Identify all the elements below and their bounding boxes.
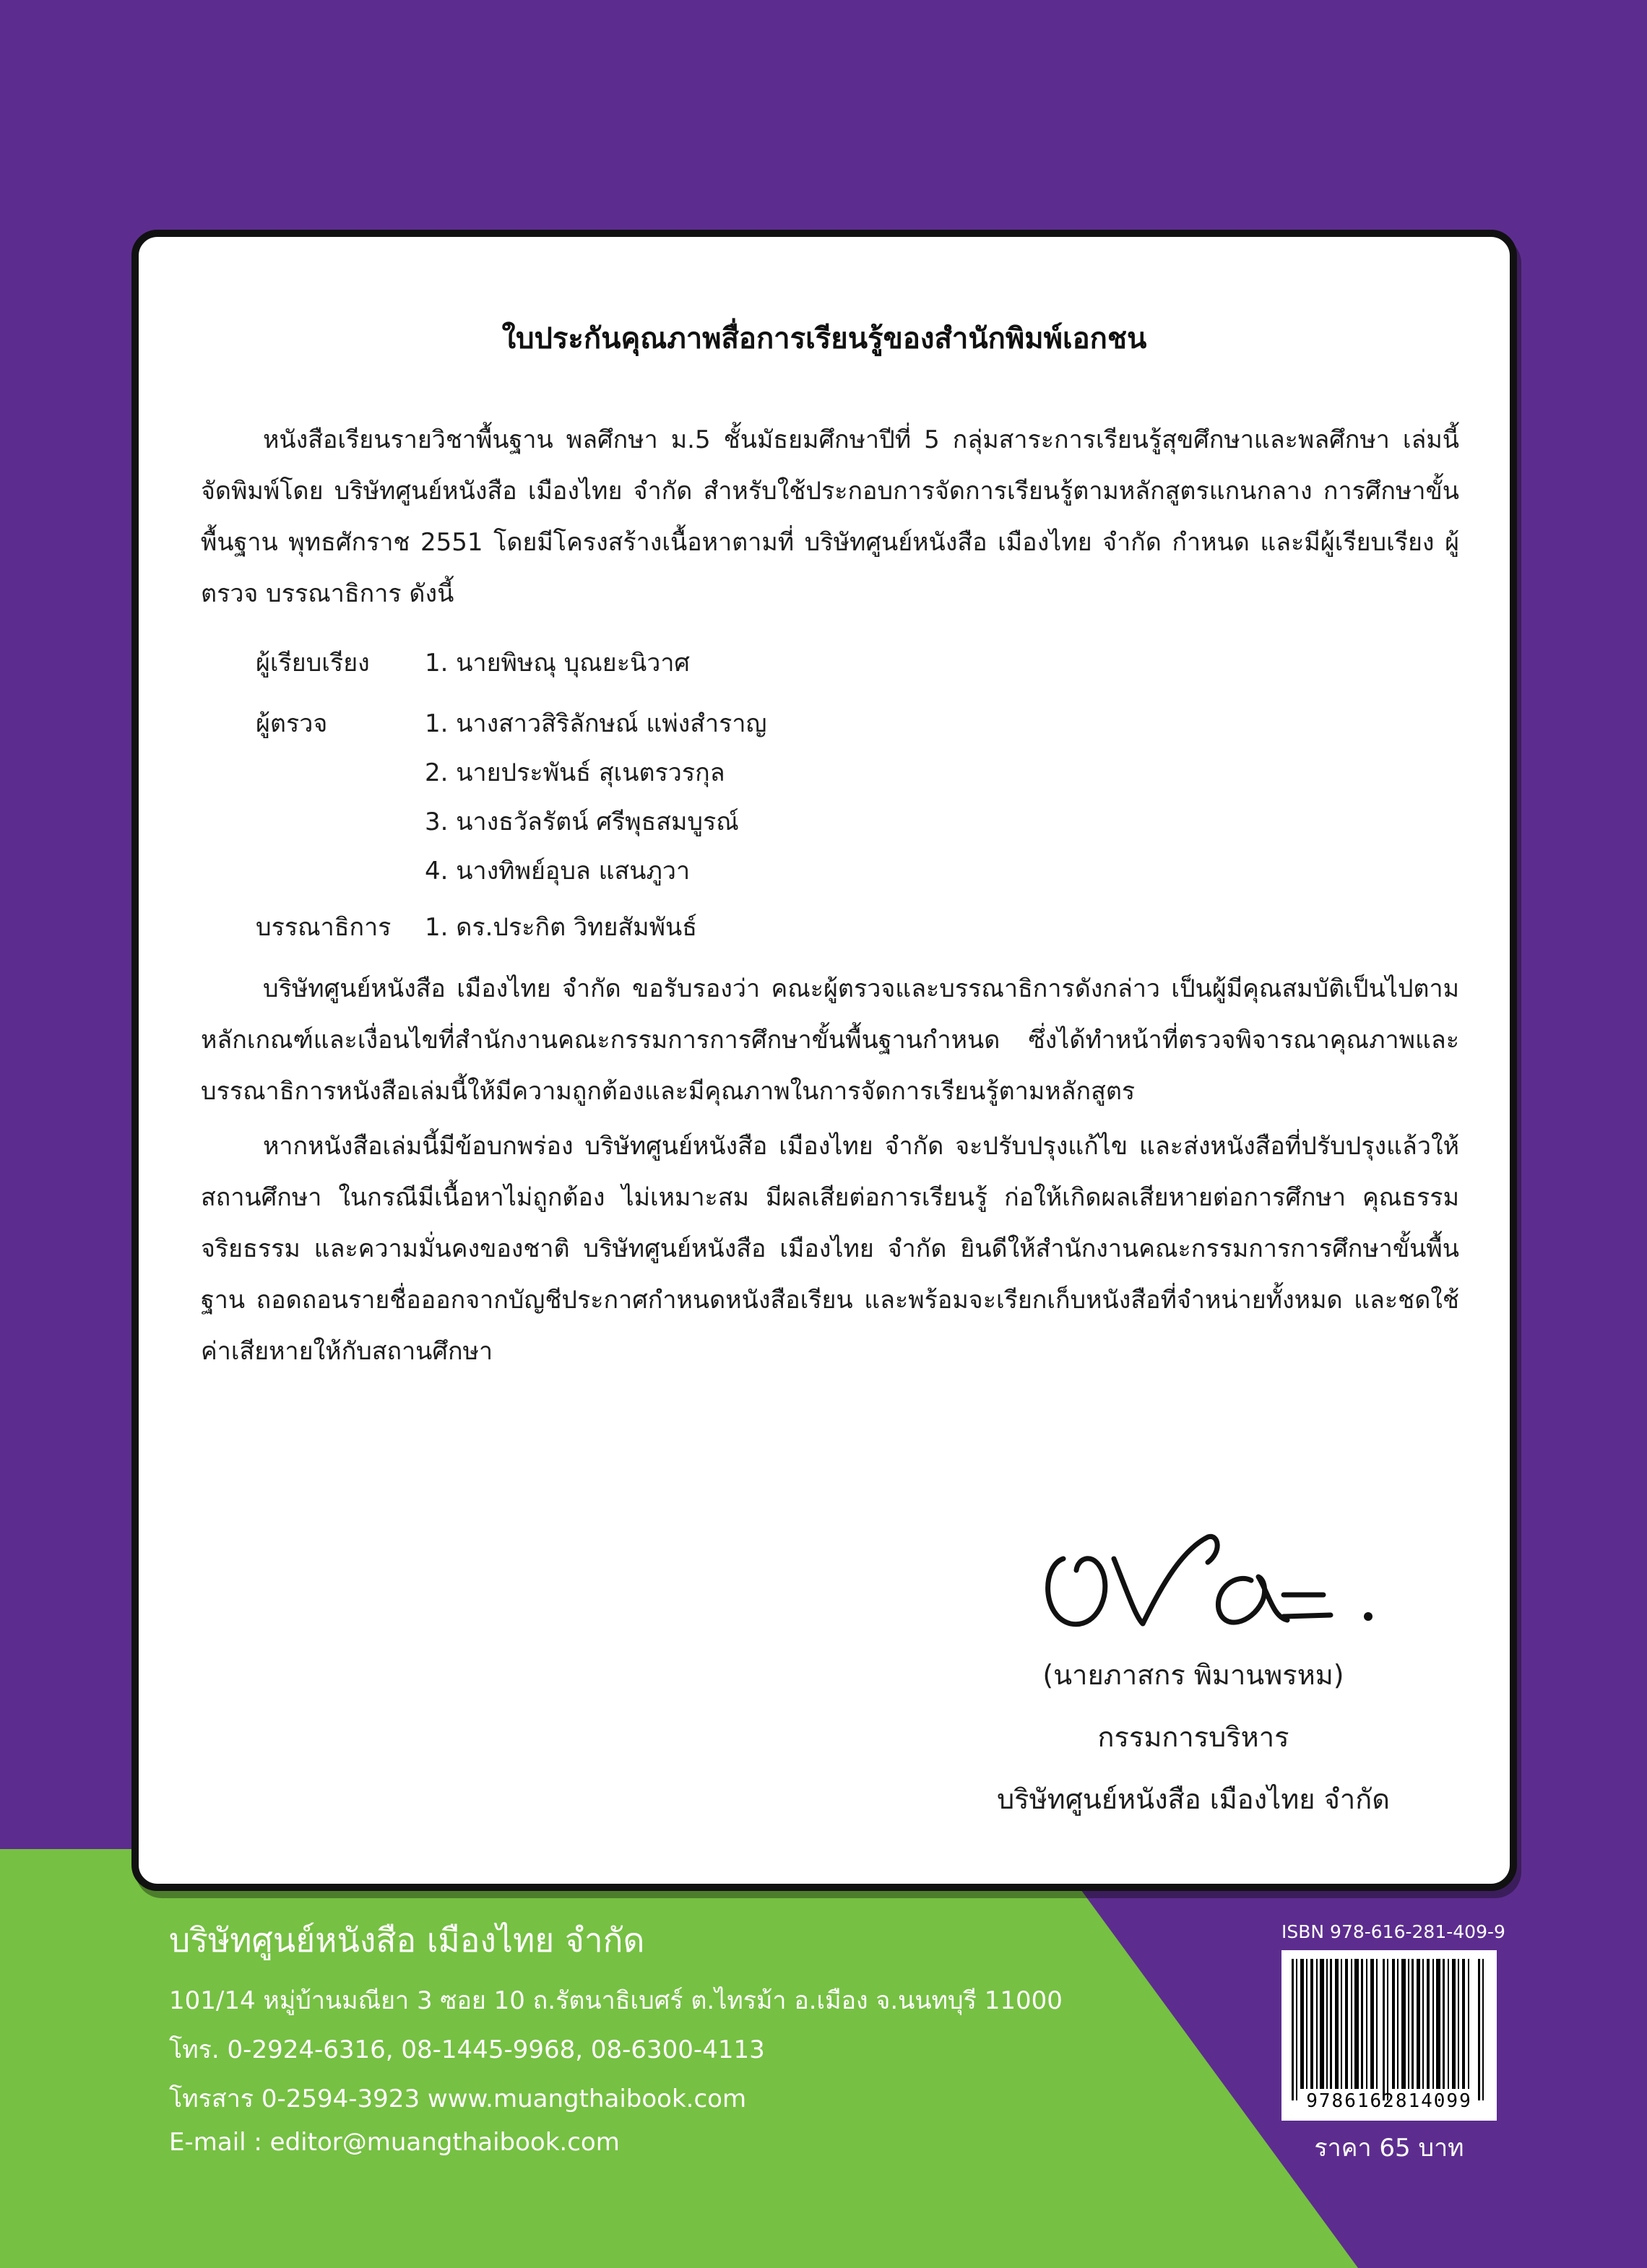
barcode: [1281, 1950, 1497, 2121]
reviewer-name: 4. นางทิพย์อุบล แสนภูวา: [425, 857, 691, 886]
signature-image: [1034, 1508, 1410, 1653]
signer-company: บริษัทศูนย์หนังสือ เมืองไทย จำกัด: [997, 1783, 1390, 1815]
publisher-phone: โทร. 0-2924-6316, 08-1445-9968, 08-6300-4113: [169, 2035, 765, 2064]
publisher-address: 101/14 หมู่บ้านมณียา 3 ซอย 10 ถ.รัตนาธิเบศร์ ต.ไทรม้า อ.เมือง จ.นนทบุรี 11000: [169, 1986, 1063, 2015]
reviewer-label: ผู้ตรวจ: [256, 709, 328, 738]
price-label: ราคา 65 บาท: [1314, 2134, 1464, 2163]
publisher-fax-website: โทรสาร 0-2594-3923 www.muangthaibook.com: [169, 2085, 747, 2113]
certificate-card: [131, 230, 1517, 1891]
signer-position: กรรมการบริหาร: [1097, 1721, 1289, 1753]
author-label: ผู้เรียบเรียง: [256, 649, 370, 678]
warranty-paragraph: หากหนังสือเล่มนี้มีข้อบกพร่อง บริษัทศูนย์หนังสือ เมืองไทย จำกัด จะปรับปรุงแก้ไข และส่งหนังสือที่ปรับปรุงแล้วให้สถานศึกษา ในกรณีมีเนื้อหาไม่ถูกต้อง ไม่เหมาะสม มีผลเสียต่อการเรียนรู้ ก่อให้เกิดผลเสียหายต่อการศึกษา คุณธรรม จริยธรรม และความมั่นคงของชาติ บริษัทศูนย์หนังสือ เมืองไทย จำกัด ยินดีให้สำนักงานคณะกรรมการการศึกษาขั้นพื้นฐาน ถอดถอนรายชื่อออกจากบัญชีประกาศกำหนดหนังสือเรียน และพร้อมจะเรียกเก็บหนังสือที่จำหน่ายทั้งหมด และชดใช้ค่าเสียหายให้กับสถานศึกษา: [201, 1132, 1459, 1366]
barcode-digits: 9786162814099: [1306, 2090, 1472, 2112]
editor-label: บรรณาธิการ: [256, 913, 392, 942]
certification-paragraph: บริษัทศูนย์หนังสือ เมืองไทย จำกัด ขอรับรองว่า คณะผู้ตรวจและบรรณาธิการดังกล่าว เป็นผู้มีคุณสมบัติเป็นไปตามหลักเกณฑ์และเงื่อนไขที่สำนักงานคณะกรรมการการศึกษาขั้นพื้นฐานกำหนด ซึ่งได้ทำหน้าที่ตรวจพิจารณาคุณภาพและบรรณาธิการหนังสือเล่มนี้ให้มีความถูกต้องและมีคุณภาพในการจัดการเรียนรู้ตามหลักสูตร: [201, 974, 1459, 1106]
certificate-title: ใบประกันคุณภาพสื่อการเรียนรู้ของสำนักพิมพ์เอกชน: [501, 322, 1147, 355]
publisher-email: E-mail : editor@muangthaibook.com: [169, 2128, 620, 2157]
reviewer-name: 2. นายประพันธ์ สุเนตรวรกุล: [425, 758, 725, 787]
isbn-label: ISBN 978-616-281-409-9: [1281, 1921, 1505, 1942]
reviewer-name: 3. นางธวัลรัตน์ ศรีพุธสมบูรณ์: [425, 808, 739, 836]
reviewer-name: 1. นางสาวสิริลักษณ์ แพ่งสำราญ: [425, 709, 767, 738]
publisher-name: บริษัทศูนย์หนังสือ เมืองไทย จำกัด: [169, 1921, 645, 1960]
signer-name: (นายภาสกร พิมานพรหม): [1042, 1659, 1344, 1691]
editor-name: 1. ดร.ประกิต วิทยสัมพันธ์: [425, 913, 697, 942]
author-name: 1. นายพิษณุ บุณยะนิวาศ: [425, 649, 690, 678]
intro-paragraph: หนังสือเรียนรายวิชาพื้นฐาน พลศึกษา ม.5 ชั้นมัธยมศึกษาปีที่ 5 กลุ่มสาระการเรียนรู้สุขศึกษาและพลศึกษา เล่มนี้ จัดพิมพ์โดย บริษัทศูนย์หนังสือ เมืองไทย จำกัด สำหรับใช้ประกอบการจัดการเรียนรู้ตามหลักสูตรแกนกลาง การศึกษาขั้นพื้นฐาน พุทธศักราช 2551 โดยมีโครงสร้างเนื้อหาตามที่ บริษัทศูนย์หนังสือ เมืองไทย จำกัด กำหนด และมีผู้เรียบเรียง ผู้ตรวจ บรรณาธิการ ดังนี้: [201, 425, 1459, 608]
